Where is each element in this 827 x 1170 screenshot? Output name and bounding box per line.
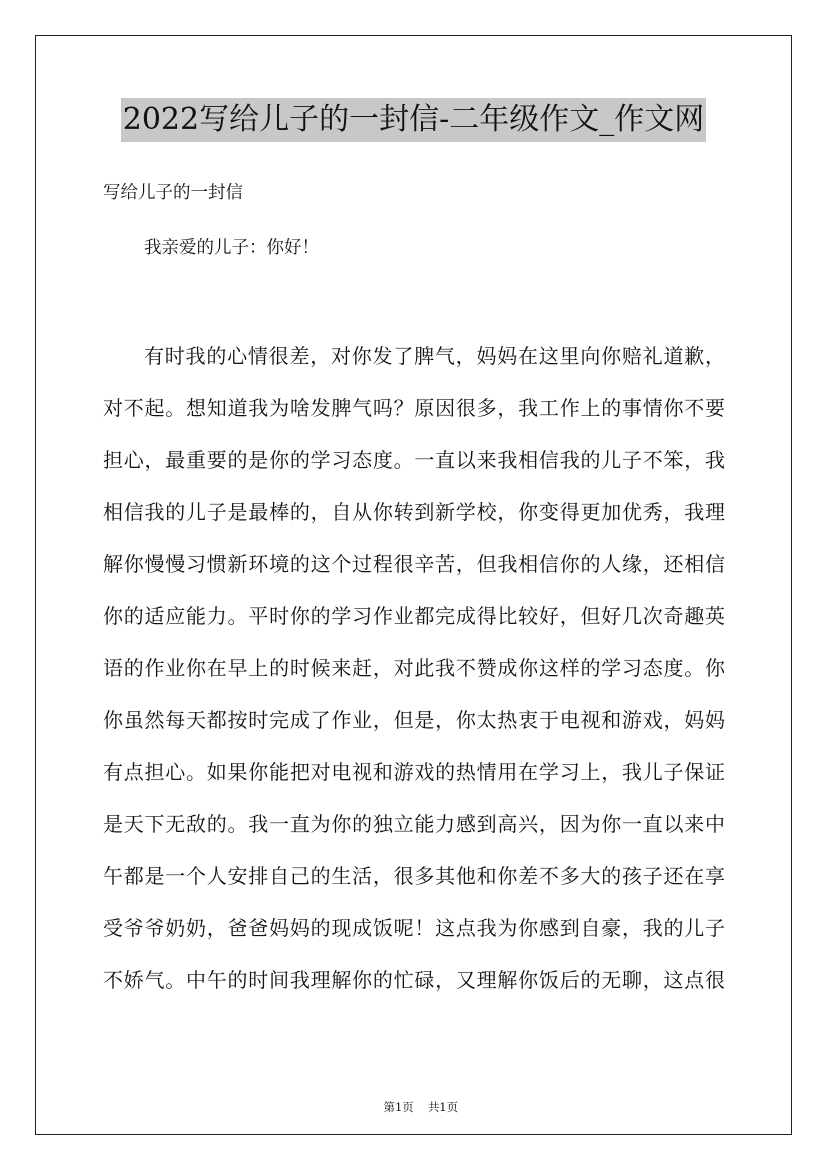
page-number: 第1页: [383, 1100, 414, 1114]
document-title: 2022写给儿子的一封信-二年级作文_作文网: [121, 98, 706, 142]
body-line: 担心，最重要的是你的学习态度。一直以来我相信我的儿子不笨，我: [103, 448, 725, 472]
page-footer: [0, 1083, 827, 1131]
body-line: 午都是一个人安排自己的生活，很多其他和你差不多大的孩子还在享: [103, 864, 725, 888]
body-line: 你虽然每天都按时完成了作业，但是，你太热衷于电视和游戏，妈妈: [103, 708, 725, 732]
body-line: 有时我的心情很差，对你发了脾气，妈妈在这里向你赔礼道歉，: [144, 344, 725, 368]
body-line: 你的适应能力。平时你的学习作业都完成得比较好，但好几次奇趣英: [103, 604, 725, 628]
body-line: 受爷爷奶奶，爸爸妈妈的现成饭呢！这点我为你感到自豪，我的儿子: [103, 916, 725, 940]
body-line: 有点担心。如果你能把对电视和游戏的热情用在学习上，我儿子保证: [103, 760, 725, 784]
body-line: 语的作业你在早上的时候来赶，对此我不赞成你这样的学习态度。你: [103, 656, 725, 680]
letter-greeting: 我亲爱的儿子：你好！: [144, 238, 319, 258]
title-container: [0, 98, 827, 142]
page-total: 共1页: [427, 1100, 459, 1114]
body-line: 是天下无敌的。我一直为你的独立能力感到高兴，因为你一直以来中: [103, 812, 725, 836]
body-line: 对不起。想知道我为啥发脾气吗？原因很多，我工作上的事情你不要: [103, 396, 725, 420]
letter-heading: 写给儿子的一封信: [103, 183, 243, 203]
letter-body: [103, 330, 725, 1006]
body-line: 相信我的儿子是最棒的，自从你转到新学校，你变得更加优秀，我理: [103, 500, 725, 524]
body-line: 解你慢慢习惯新环境的这个过程很辛苦，但我相信你的人缘，还相信: [103, 552, 725, 576]
body-line: 不娇气。中午的时间我理解你的忙碌，又理解你饭后的无聊，这点很: [103, 968, 725, 992]
